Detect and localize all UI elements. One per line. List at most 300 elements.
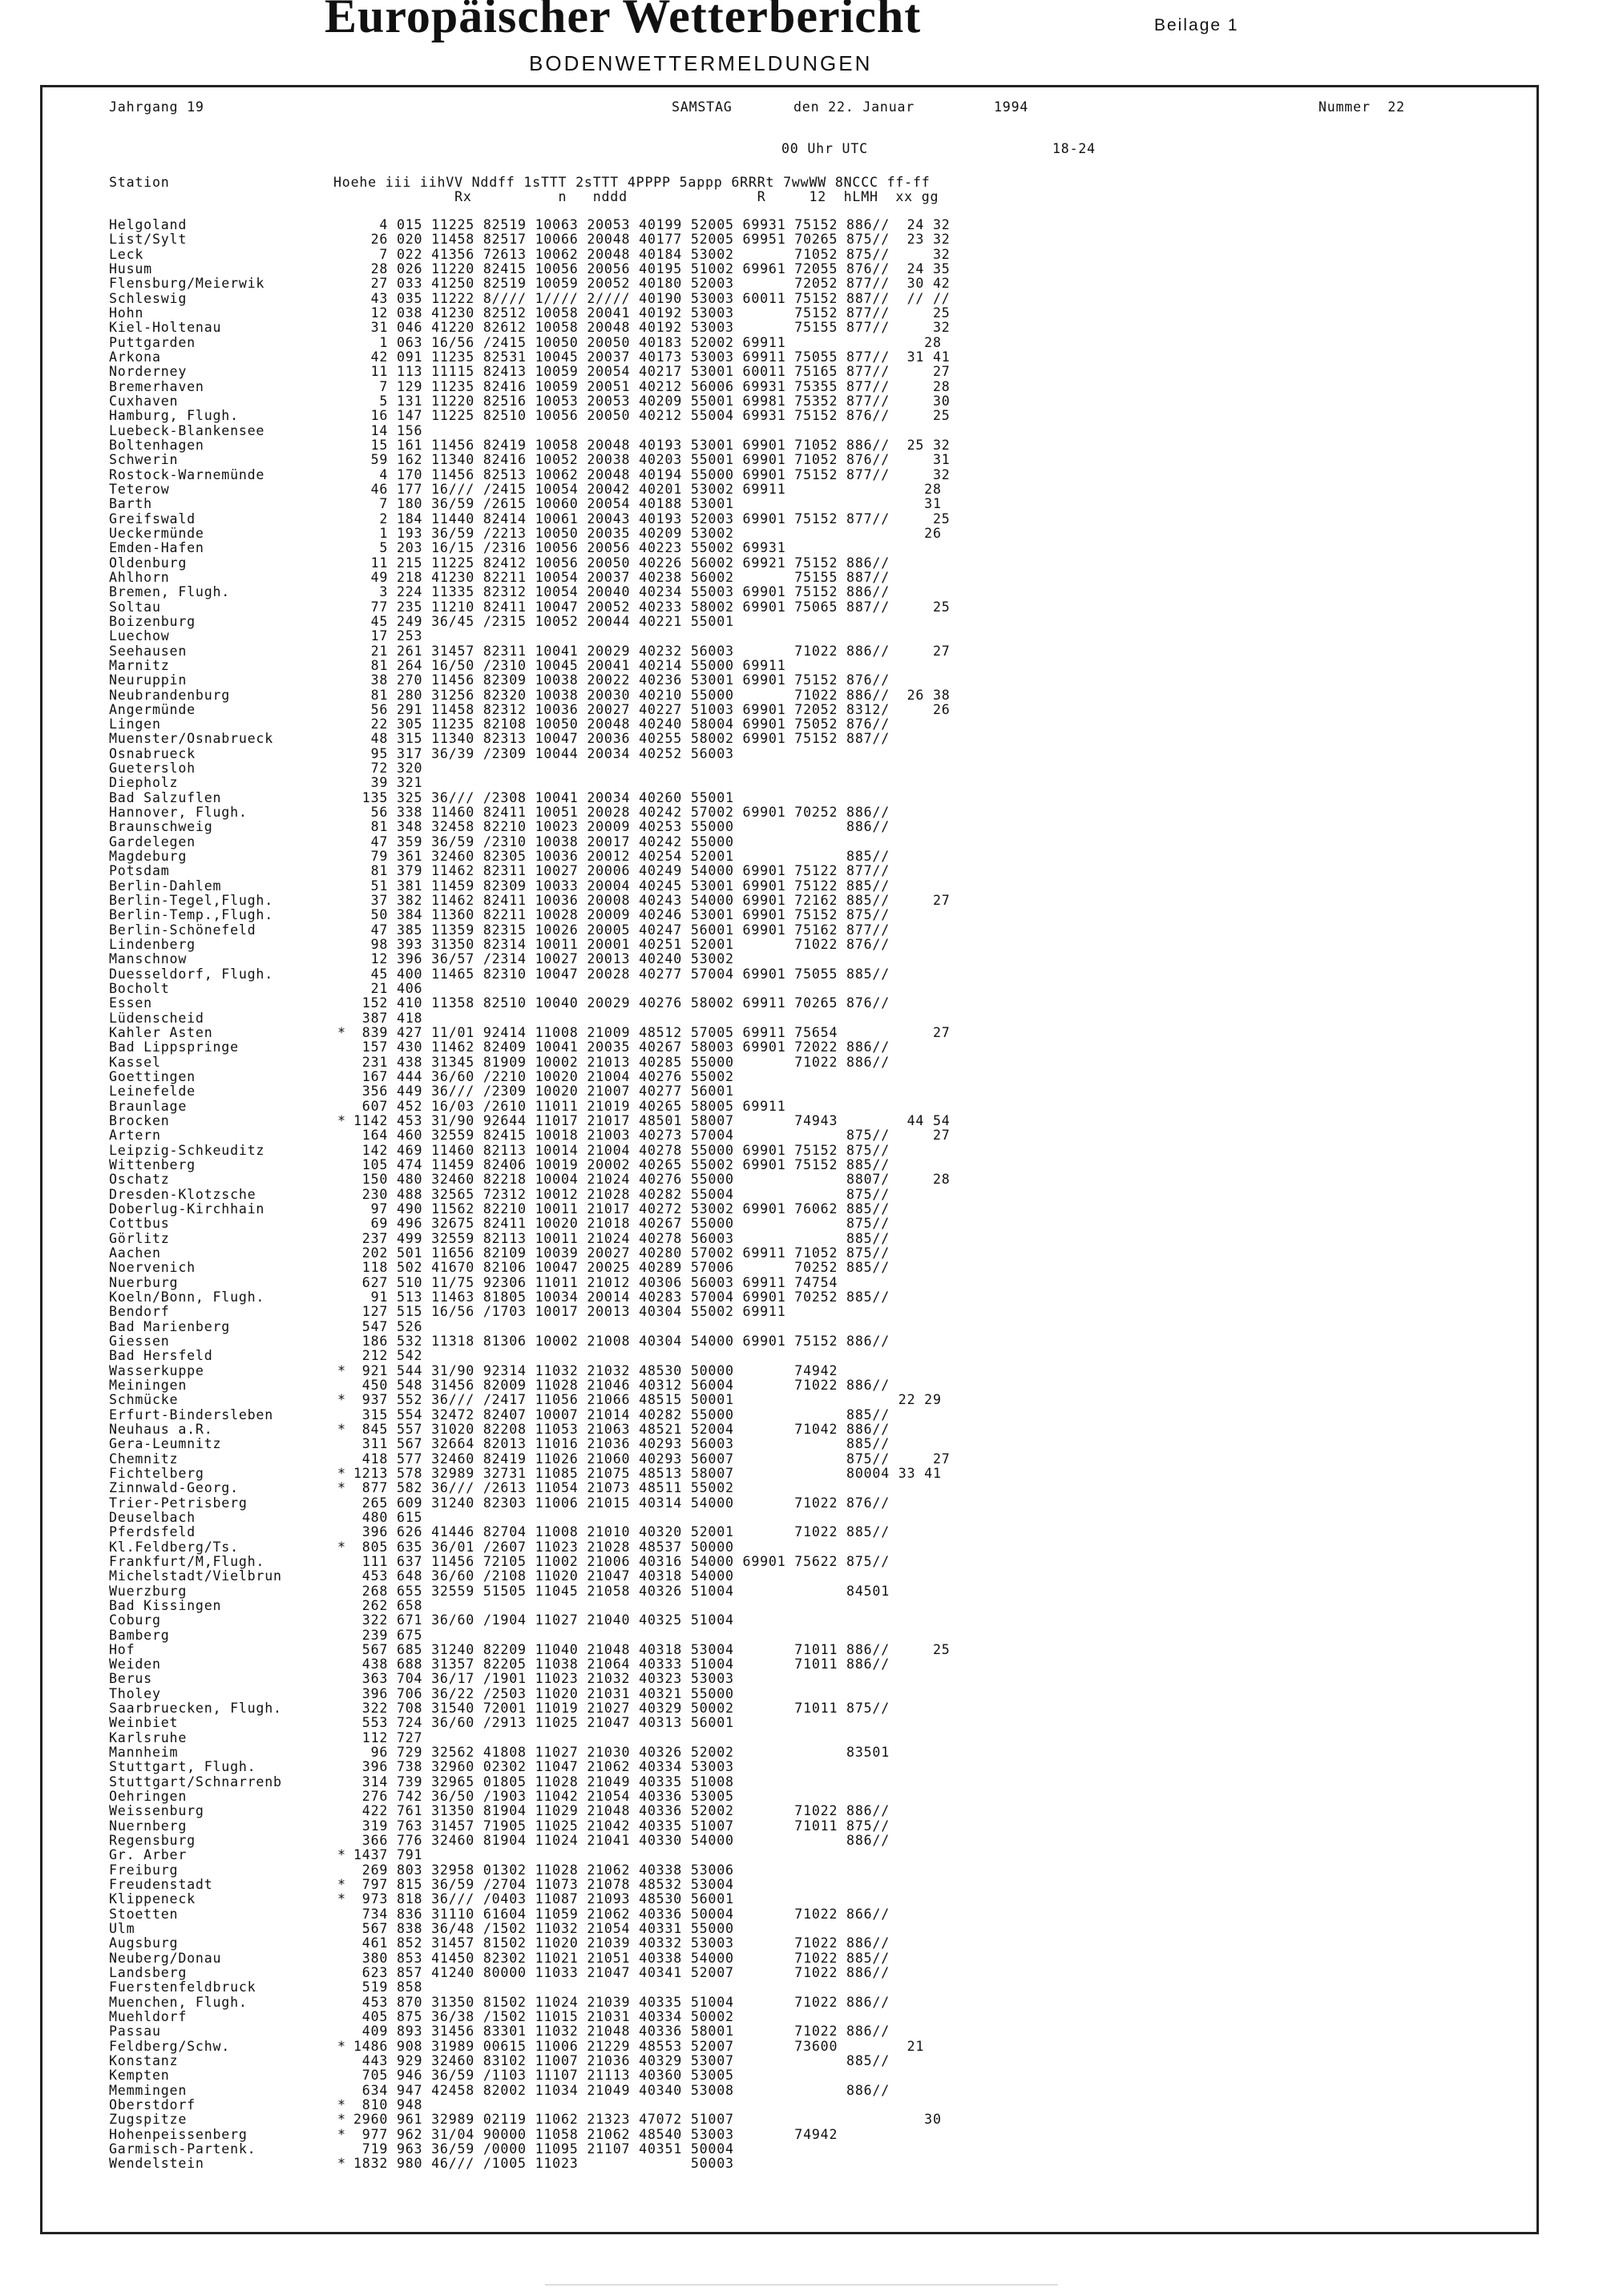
table-row [109,1305,951,1319]
station-codes: 105 474 11459 82406 10019 20002 40265 55002 69901 75152 885// [353,1157,890,1172]
table-row [109,1848,951,1862]
station-codes: 202 501 11656 82109 10039 20027 40280 57002 69911 71052 875// [353,1245,890,1261]
table-row [109,2128,951,2142]
station-codes: 5 203 16/15 /2316 10056 20056 40223 55002 69931 [353,540,786,556]
table-row [109,424,951,438]
station-name: Trier-Petrisberg [109,1495,248,1511]
table-row [109,1320,951,1334]
table-row [109,218,951,232]
observation-time: 00 Uhr UTC [781,141,868,156]
station-name: Neubrandenburg [109,687,231,703]
station-name: Garmisch-Partenk. [109,2141,256,2157]
station-codes: 438 688 31357 82205 11038 21064 40333 51004 71011 886// [353,1656,890,1673]
table-row [109,512,951,527]
station-name: Deuselbach [109,1509,196,1525]
station-name: Ulm [109,1921,135,1937]
station-codes: 734 836 31110 61604 11059 21062 40336 50004 71022 866// [353,1906,890,1922]
station-name: Husum [109,260,152,276]
table-row [109,1084,951,1099]
weekday-label: SAMSTAG [672,99,733,115]
table-row [109,1290,951,1305]
year-label: 1994 [994,99,1029,115]
station-codes: 937 552 36/// /2417 11056 21066 48515 50001 22 29 [353,1392,942,1408]
station-codes: 1832 980 46/// /1005 11023 50003 [353,2156,734,2172]
station-codes: 356 449 36/// /2309 10020 21007 40277 56001 [353,1083,734,1100]
station-name: Oschatz [109,1172,170,1188]
station-name: Görlitz [109,1230,170,1246]
table-row [109,1687,951,1701]
table-row [109,1790,951,1804]
table-row [109,1511,951,1525]
table-row [109,1158,951,1172]
station-name: Regensburg [109,1833,196,1849]
station-name: Lindenberg [109,937,196,953]
column-header-station: Station [109,175,170,190]
table-row [109,1261,951,1275]
table-row [109,1657,951,1672]
station-codes: 15 161 11456 82419 10058 20048 40193 53001 69901 71052 886// 25 32 [353,437,951,453]
station-name: Bad Salzuflen [109,789,222,805]
station-name: Schleswig [109,290,188,306]
station-codes: 1 063 16/56 /2415 10050 20050 40183 52002 69911 28 [353,334,942,350]
station-name: Kahler Asten [109,1025,213,1041]
station-codes: 47 359 36/59 /2310 10038 20017 40242 55000 [353,833,734,849]
station-codes: 81 348 32458 82210 10023 20009 40253 55000 886// [353,819,890,835]
table-row [109,1040,951,1055]
station-name: Rostock-Warnemünde [109,466,265,482]
station-name: Meiningen [109,1377,188,1393]
station-name: Stuttgart/Schnarrenb [109,1773,282,1790]
mountain-marker: * [337,2038,346,2054]
station-name: Weiden [109,1656,161,1673]
station-codes: 51 381 11459 82309 10033 20004 40245 53001 69901 75122 885// [353,878,890,894]
station-codes: 12 038 41230 82512 10058 20041 40192 53003 75152 877// 25 [353,305,951,321]
station-codes: 322 671 36/60 /1904 11027 21040 40325 51004 [353,1612,734,1628]
station-codes: 519 858 [353,1979,423,1995]
station-codes: 4 015 11225 82519 10063 20053 40199 52005 69931 75152 886// 24 32 [353,217,951,232]
table-row [109,1055,951,1070]
station-name: Leipzig-Schkeuditz [109,1142,265,1158]
station-codes: 7 180 36/59 /2615 10060 20054 40188 53001 31 [353,496,942,512]
station-name: Frankfurt/M,Flugh. [109,1553,265,1569]
station-codes: 845 557 31020 82208 11053 21063 48521 52004 71042 886// [353,1421,890,1437]
table-row [109,2024,951,2039]
table-row [109,1995,951,2010]
table-row [109,1070,951,1084]
table-row [109,468,951,482]
station-codes: 237 499 32559 82113 10011 21024 40278 56003 885// [353,1230,890,1246]
station-codes: 230 488 32565 72312 10012 21028 40282 55004 875// [353,1186,890,1202]
station-codes: 167 444 36/60 /2210 10020 21004 40276 55002 [353,1069,734,1085]
station-codes: 127 515 16/56 /1703 10017 20013 40304 55002 69911 [353,1304,786,1320]
report-title: Europäischer Wetterbericht [325,0,922,42]
station-name: Bad Lippspringe [109,1039,239,1055]
station-codes: 567 685 31240 82209 11040 21048 40318 53004 71011 886// 25 [353,1641,951,1657]
table-row [109,2112,951,2127]
station-name: Weissenburg [109,1803,204,1819]
station-name: Giessen [109,1333,170,1349]
station-codes: 43 035 11222 8//// 1//// 2//// 40190 53003 60011 75152 887// // // [353,290,951,306]
table-row [109,2040,951,2054]
table-row [109,747,951,761]
station-codes: 1486 908 31989 00615 11006 21229 48553 52007 73600 21 [353,2038,925,2054]
station-name: Leinefelde [109,1083,196,1100]
station-codes: 396 738 32960 02302 11047 21062 40334 53003 [353,1759,734,1775]
table-row [109,409,951,423]
station-name: Ahlhorn [109,569,170,585]
table-row [109,1114,951,1128]
station-name: Berlin-Tegel,Flugh. [109,893,274,909]
station-codes: 319 763 31457 71905 11025 21042 40335 51007 71011 875// [353,1818,890,1834]
station-name: Wittenberg [109,1157,196,1172]
station-codes: 47 385 11359 82315 10026 20005 40247 56001 69901 75162 877// [353,922,890,938]
station-name: Lüdenscheid [109,1010,204,1026]
station-codes: 72 320 [353,761,423,777]
station-name: Saarbruecken, Flugh. [109,1701,282,1717]
mountain-marker: * [337,1891,346,1907]
column-subheader-codes: Rx n nddd R 12 hLMH xx gg [333,189,939,204]
table-row [109,1481,951,1495]
station-name: Hamburg, Flugh. [109,408,239,424]
station-name: Osnabrueck [109,745,196,761]
station-name: Freiburg [109,1862,179,1878]
table-row [109,1760,951,1774]
station-name: Fuerstenfeldbruck [109,1979,256,1995]
table-row [109,1672,951,1686]
mountain-marker: * [337,1392,346,1408]
station-codes: 450 548 31456 82009 11028 21046 40312 56004 71022 886// [353,1377,890,1393]
mountain-marker: * [337,1465,346,1481]
station-name: Hof [109,1641,135,1657]
station-codes: 79 361 32460 82305 10036 20012 40254 52001 885// [353,849,890,865]
station-name: Luechow [109,628,170,644]
station-name: Gera-Leumnitz [109,1436,222,1452]
station-codes: 45 249 36/45 /2315 10052 20044 40221 55001 [353,613,734,629]
station-name: Bad Hersfeld [109,1348,213,1364]
table-row [109,1716,951,1730]
station-codes: 268 655 32559 51505 11045 21058 40326 51004 84501 [353,1583,890,1599]
table-row [109,996,951,1011]
station-name: Kempten [109,2068,170,2084]
station-name: Klippeneck [109,1891,196,1907]
table-row [109,1144,951,1158]
station-name: Coburg [109,1612,161,1628]
station-codes: 443 929 32460 83102 11007 21036 40329 53007 885// [353,2053,890,2069]
table-row [109,276,951,291]
mountain-marker: * [337,1877,346,1893]
station-codes: 547 526 [353,1318,423,1334]
mountain-marker: * [337,2112,346,2128]
station-codes: 5 131 11220 82516 10053 20053 40209 55001 69981 75352 877// 30 [353,393,951,409]
table-row [109,952,951,966]
table-row [109,615,951,629]
station-codes: 366 776 32460 81904 11024 21041 40330 54000 886// [353,1833,890,1849]
station-name: Cottbus [109,1216,170,1232]
station-codes: 112 727 [353,1729,423,1745]
station-name: Essen [109,995,152,1011]
table-row [109,982,951,996]
station-codes: 422 761 31350 81904 11029 21048 40336 52002 71022 886// [353,1803,890,1819]
station-name: List/Sylt [109,232,188,248]
mountain-marker: * [337,2156,346,2172]
station-codes: 1213 578 32989 32731 11085 21075 48513 58007 80004 33 41 [353,1465,942,1481]
table-row [109,1613,951,1628]
station-name: Berlin-Temp.,Flugh. [109,907,274,923]
table-row [109,380,951,394]
table-row [109,527,951,541]
station-name: Muehldorf [109,2009,188,2025]
station-codes: 77 235 11210 82411 10047 20052 40233 58002 69901 75065 887// 25 [353,599,951,615]
station-name: Feldberg/Schw. [109,2038,231,2054]
report-subtitle: BODENWETTERMELDUNGEN [529,51,873,75]
station-codes: 14 156 [353,422,423,438]
table-row [109,849,951,864]
station-codes: 12 396 36/57 /2314 10027 20013 40240 53002 [353,951,734,967]
station-name: Duesseldorf, Flugh. [109,966,274,982]
station-name: Hohenpeissenberg [109,2126,248,2142]
station-codes: 56 338 11460 82411 10051 20028 40242 57002 69901 70252 886// [353,805,890,821]
station-codes: 973 818 36/// /0403 11087 21093 48530 56001 [353,1891,734,1907]
table-row [109,1408,951,1422]
mountain-marker: * [337,1847,346,1863]
station-name: Wasserkuppe [109,1362,204,1378]
station-name: Mannheim [109,1745,179,1761]
station-codes: 634 947 42458 82002 11034 21049 40340 53008 886// [353,2082,890,2098]
station-codes: 38 270 11456 82309 10038 20022 40236 53001 69901 75152 876// [353,672,890,688]
station-codes: 164 460 32559 82415 10018 21003 40273 57004 875// 27 [353,1128,951,1144]
station-codes: 49 218 41230 82211 10054 20037 40238 56002 75155 887// [353,569,890,585]
station-codes: 396 626 41446 82704 11008 21010 40320 52001 71022 885// [353,1524,890,1540]
station-name: Teterow [109,481,170,497]
table-row [109,1966,951,1980]
table-row [109,1026,951,1040]
station-codes: 11 113 11115 82413 10059 20054 40217 53001 60011 75165 877// 27 [353,364,951,380]
table-row [109,585,951,599]
station-codes: 363 704 36/17 /1901 11023 21032 40323 53003 [353,1671,734,1687]
table-row [109,2142,951,2157]
station-codes: 276 742 36/50 /1903 11042 21054 40336 53005 [353,1789,734,1805]
station-name: Seehausen [109,643,188,659]
station-name: Boizenburg [109,613,196,629]
station-codes: 21 261 31457 82311 10041 20029 40232 56003 71022 886// 27 [353,643,951,659]
station-codes: 719 963 36/59 /0000 11095 21107 40351 50004 [353,2141,734,2157]
table-row [109,879,951,894]
station-codes: 95 317 36/39 /2309 10044 20034 40252 56003 [353,745,734,761]
station-name: Weinbiet [109,1715,179,1731]
station-codes: 212 542 [353,1348,423,1364]
table-row [109,673,951,688]
station-name: Karlsruhe [109,1729,188,1745]
station-name: Kassel [109,1054,161,1070]
station-name: Passau [109,2024,161,2040]
table-row [109,1172,951,1187]
station-name: Boltenhagen [109,437,204,453]
station-codes: 810 948 [353,2097,423,2112]
station-name: Helgoland [109,217,188,232]
table-row [109,688,951,703]
station-name: Cuxhaven [109,393,179,409]
station-table [109,218,951,2172]
table-row [109,1422,951,1437]
station-codes: 81 264 16/50 /2310 10045 20041 40214 55000 69911 [353,657,786,673]
table-row [109,761,951,776]
station-codes: 22 305 11235 82108 10050 20048 40240 58004 69901 75052 876// [353,716,890,732]
table-row [109,2054,951,2068]
station-name: Dresden-Klotzsche [109,1186,256,1202]
station-name: Leck [109,246,144,262]
table-row [109,556,951,571]
date-label: den 22. Januar [793,99,915,115]
station-name: Artern [109,1128,161,1144]
table-row [109,1584,951,1599]
mountain-marker: * [337,1480,346,1496]
station-codes: 111 637 11456 72105 11002 21006 40316 54000 69901 75622 875// [353,1553,890,1569]
table-row [109,1467,951,1481]
station-codes: 98 393 31350 82314 10011 20001 40251 52001 71022 876// [353,937,890,953]
time-window: 18-24 [1052,141,1096,156]
mountain-marker: * [337,2126,346,2142]
station-name: Hohn [109,305,144,321]
station-codes: 16 147 11225 82510 10056 20050 40212 55004 69931 75152 876// 25 [353,408,951,424]
table-row [109,1731,951,1745]
station-codes: 26 020 11458 82517 10066 20048 40177 52005 69951 70265 875// 23 32 [353,232,951,248]
table-row [109,1628,951,1643]
station-name: Goettingen [109,1069,196,1085]
station-codes: 409 893 31456 83301 11032 21048 40336 58001 71022 886// [353,2024,890,2040]
table-row [109,703,951,717]
station-codes: 17 253 [353,628,423,644]
station-name: Oldenburg [109,555,188,571]
station-codes: 797 815 36/59 /2704 11073 21078 48532 53004 [353,1877,734,1893]
station-codes: 607 452 16/03 /2610 11011 21019 40265 58005 69911 [353,1098,786,1114]
station-codes: 265 609 31240 82303 11006 21015 40314 54000 71022 876// [353,1495,890,1511]
station-name: Soltau [109,599,161,615]
station-codes: 239 675 [353,1627,423,1643]
station-name: Schmücke [109,1392,179,1408]
table-row [109,717,951,732]
station-name: Gardelegen [109,833,196,849]
mountain-marker: * [337,1539,346,1555]
station-name: Nuernberg [109,1818,188,1834]
table-row [109,1452,951,1467]
station-codes: 480 615 [353,1509,423,1525]
table-row [109,1525,951,1539]
station-codes: 311 567 32664 82013 11016 21036 40293 56003 885// [353,1436,890,1452]
table-row [109,791,951,805]
table-row [109,1980,951,1995]
table-row [109,1643,951,1657]
scan-artifact [545,2284,1058,2286]
station-name: Neuhaus a.R. [109,1421,213,1437]
table-row [109,306,951,321]
issue-number: Nummer 22 [1318,99,1405,115]
station-name: Tholey [109,1685,161,1701]
station-name: Doberlug-Kirchhain [109,1200,265,1217]
table-row [109,438,951,453]
station-name: Pferdsfeld [109,1524,196,1540]
station-name: Angermünde [109,701,196,717]
table-row [109,776,951,790]
mountain-marker: * [337,1421,346,1437]
volume-label: Jahrgang 19 [109,99,204,115]
table-row [109,864,951,878]
station-codes: 56 291 11458 82312 10036 20027 40227 51003 69901 72052 8312/ 26 [353,701,951,717]
station-name: Muenster/Osnabrueck [109,731,274,747]
station-name: Manschnow [109,951,188,967]
table-row [109,1701,951,1716]
station-codes: 91 513 11463 81805 10034 20014 40283 57004 69901 70252 885// [353,1289,890,1305]
station-codes: 7 022 41356 72613 10062 20048 40184 53002 71052 875// 32 [353,246,951,262]
station-name: Erfurt-Bindersleben [109,1406,274,1422]
station-codes: 118 502 41670 82106 10047 20025 40289 57006 70252 885// [353,1260,890,1276]
mountain-marker: * [337,2097,346,2112]
table-row [109,1599,951,1613]
table-row [109,292,951,306]
table-row [109,1922,951,1936]
station-codes: 48 315 11340 82313 10047 20036 40255 58002 69901 75152 887// [353,731,890,747]
table-row [109,1349,951,1363]
table-row [109,1128,951,1143]
table-row [109,908,951,922]
table-row [109,1804,951,1818]
station-name: Fichtelberg [109,1465,204,1481]
station-codes: 59 162 11340 82416 10052 20038 40203 55001 69901 71052 876// 31 [353,452,951,468]
table-row [109,1745,951,1760]
station-name: Braunlage [109,1098,188,1114]
station-name: Gr. Arber [109,1847,188,1863]
table-row [109,350,951,365]
table-row [109,1100,951,1114]
station-codes: 805 635 36/01 /2607 11023 21028 48537 50000 [353,1539,734,1555]
station-name: Stoetten [109,1906,179,1922]
station-name: Michelstadt/Vielbrun [109,1568,282,1584]
station-codes: 31 046 41220 82612 10058 20048 40192 53003 75155 877// 32 [353,320,951,336]
table-row [109,571,951,585]
station-codes: 453 870 31350 81502 11024 21039 40335 51004 71022 886// [353,1994,890,2010]
table-row [109,2084,951,2098]
station-codes: 623 857 41240 80000 11033 21047 40341 52007 71022 886// [353,1965,890,1981]
station-codes: 977 962 31/04 90000 11058 21062 48540 53003 74942 [353,2126,838,2142]
station-name: Bocholt [109,981,170,997]
table-row [109,1936,951,1951]
station-name: Bendorf [109,1304,170,1320]
station-name: Stuttgart, Flugh. [109,1759,256,1775]
table-row [109,644,951,659]
station-codes: 37 382 11462 82411 10036 20008 40243 54000 69901 72162 885// 27 [353,893,951,909]
table-row [109,1437,951,1451]
table-row [109,938,951,952]
table-row [109,1569,951,1584]
station-codes: 1 193 36/59 /2213 10050 20035 40209 53002 26 [353,525,942,541]
table-row [109,1232,951,1246]
station-codes: 81 379 11462 82311 10027 20006 40249 54000 69901 75122 877// [353,863,890,879]
station-codes: 262 658 [353,1597,423,1613]
table-row [109,232,951,247]
table-row [109,820,951,834]
table-row [109,365,951,379]
station-name: Bad Kissingen [109,1597,222,1613]
table-row [109,1555,951,1569]
station-codes: 135 325 36/// /2308 10041 20034 40260 55001 [353,789,734,805]
station-codes: 314 739 32965 01805 11028 21049 40335 51008 [353,1773,734,1790]
table-row [109,1378,951,1393]
column-header-codes: Hoehe iii iihVV Nddff 1sTTT 2sTTT 4PPPP 5appp 6RRRt 7wwWW 8NCCC ff-ff [333,175,931,190]
station-name: Bad Marienberg [109,1318,231,1334]
table-row [109,453,951,467]
station-name: Emden-Hafen [109,540,204,556]
station-name: Wuerzburg [109,1583,188,1599]
station-codes: 157 430 11462 82409 10041 20035 40267 58003 69901 72022 886// [353,1039,890,1055]
